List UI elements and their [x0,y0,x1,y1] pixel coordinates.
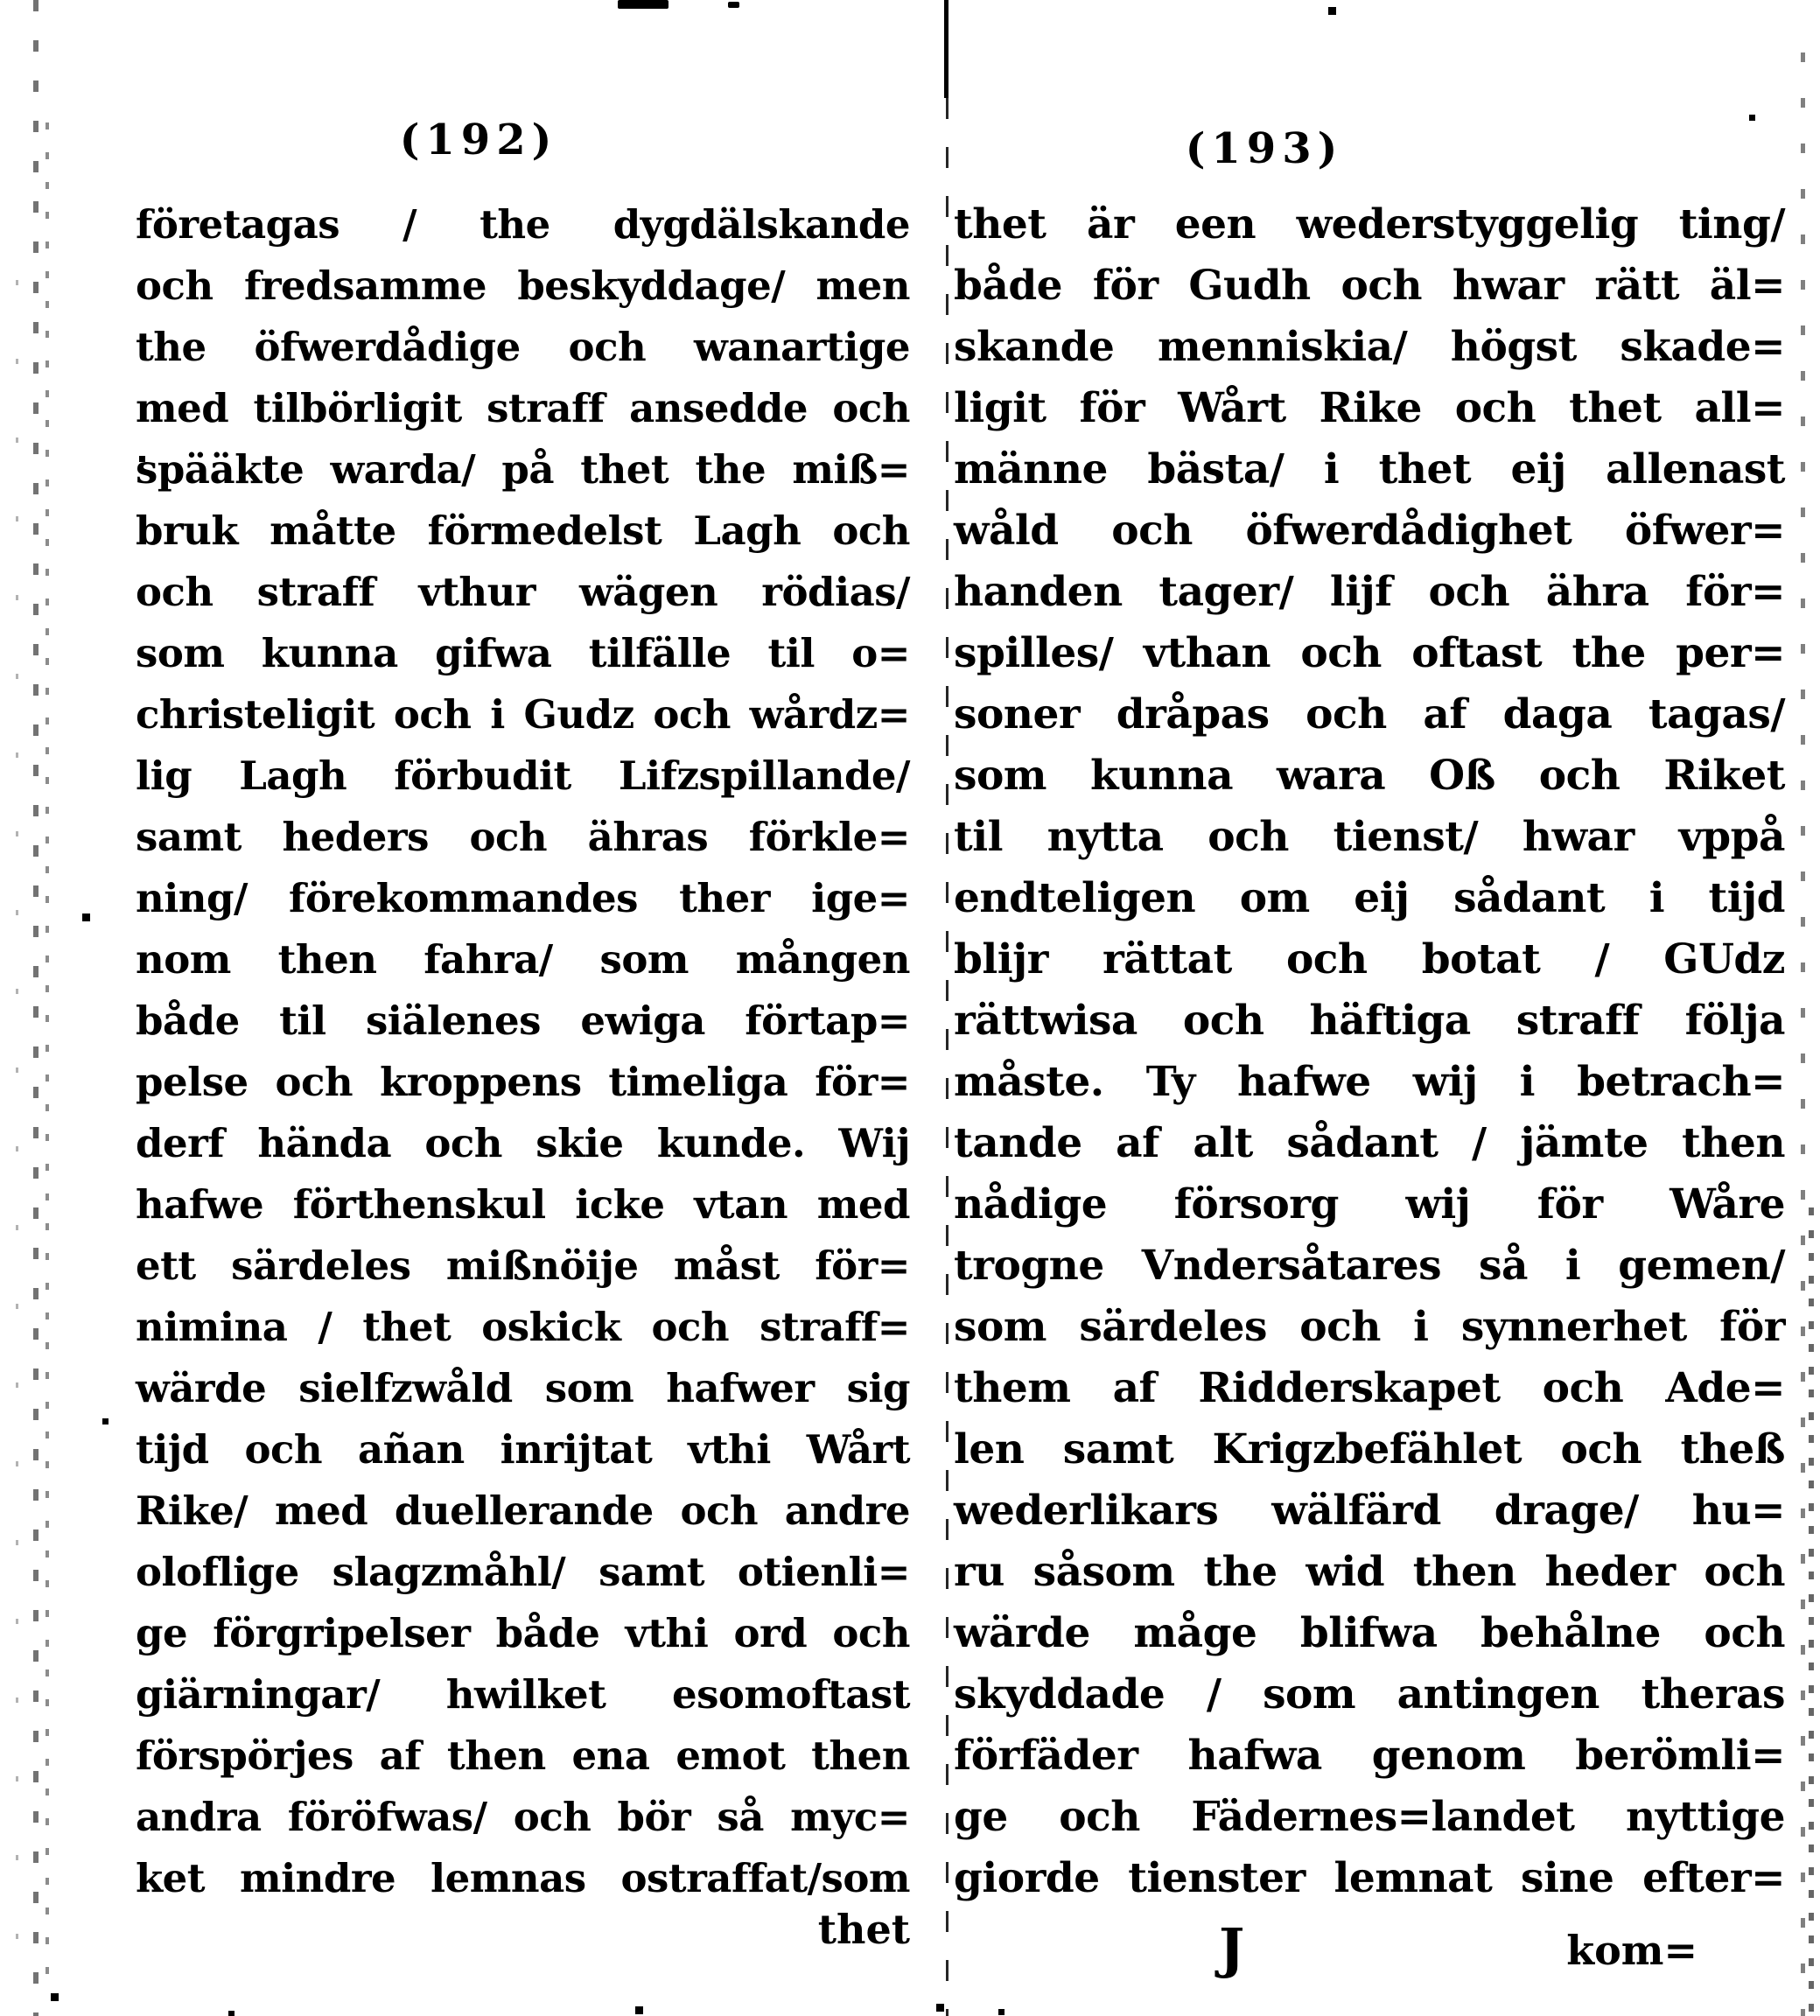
text-column-left [136,194,910,1909]
text-line: pelse och kroppens timeliga för= [136,1059,910,1105]
text-line: förfäder hafwa genom berömli= [954,1732,1785,1780]
text-line: männe bästa/ i thet eij allenast [954,445,1785,494]
text-line: christeligit och i Gudz och wårdz= [136,691,910,738]
text-line: ett särdeles mißnöije måst för= [136,1242,910,1289]
text-line: ket mindre lemnas ostraffat/som [136,1855,910,1901]
text-line: företagas / the dygdälskande [136,201,910,248]
text-column-right [954,194,1785,1909]
text-line: bruk måtte förmedelst Lagh och [136,508,910,554]
text-line: wåld och öfwerdådighet öfwer= [954,507,1785,555]
scan-noise-left-edge-2 [46,122,49,1978]
text-line: them af Ridderskapet och Ade= [954,1364,1785,1412]
text-line: ning/ förekommandes ther ige= [136,875,910,921]
text-line: wärde måge blifwa behålne och [954,1609,1785,1657]
text-line: som kunna gifwa tilfälle til o= [136,630,910,676]
text-line: skyddade / som antingen theras [954,1670,1785,1718]
page-number-right: (193) [1185,124,1344,173]
text-line: rättwisa och häftiga straff följa [954,997,1785,1045]
text-line: hafwe förthenskul icke vtan med [136,1181,910,1228]
text-line: handen tager/ lijf och ähra för= [954,568,1785,616]
text-line: ru såsom the wid then heder och [954,1548,1785,1596]
text-line: ligit för Wårt Rike och thet all= [954,384,1785,432]
text-line: ge förgripelser både vthi ord och [136,1610,910,1656]
text-line: tande af alt sådant / jämte then [954,1119,1785,1167]
text-line: spilles/ vthan och oftast the per= [954,629,1785,677]
text-line: oloflige slagzmåhl/ samt otienli= [136,1549,910,1595]
scan-noise-right-edge [1801,52,1805,2016]
text-line: wärde sielfzwåld som hafwer sig [136,1365,910,1411]
text-line: och fredsamme beskyddage/ men [136,262,910,309]
text-line: wederlikars wälfärd drage/ hu= [954,1487,1785,1535]
text-line: len samt Krigzbefählet och theß [954,1425,1785,1474]
text-line: nådige försorg wij för Wåre [954,1180,1785,1228]
text-line: som särdeles och i synnerhet för [954,1303,1785,1351]
text-line: och straff vthur wägen rödias/ [136,569,910,615]
text-line: nimina / thet oskick och straff= [136,1304,910,1350]
text-line: trogne Vndersåtares så i gemen/ [954,1242,1785,1290]
text-line: med tilbörligit straff ansedde och [136,385,910,431]
text-line: blijr rättat och botat / GUdz [954,935,1785,984]
text-line: nom then fahra/ som mången [136,936,910,983]
gutter-line-solid [944,0,948,98]
text-line: derf hända och skie kunde. Wij [136,1120,910,1166]
gutter-line-dashed [946,98,948,2016]
catchword-right: kom= [1566,1927,1698,1974]
text-line: både för Gudh och hwar rätt äl= [954,262,1785,310]
signature-mark: J [1219,1916,1245,1980]
text-line: soner dråpas och af daga tagas/ [954,690,1785,738]
text-line: både til siälenes ewiga förtap= [136,998,910,1044]
scan-noise-top-mark [618,0,668,9]
scan-noise-specks [0,0,4,4]
text-line: lig Lagh förbudit Lifzspillande/ [136,752,910,799]
scan-noise-left-edge-3 [16,280,18,1942]
text-line: giorde tienster lemnat sine efter= [954,1854,1785,1902]
scan-noise-left-edge [33,0,38,2016]
text-line: måste. Ty hafwe wij i betrach= [954,1058,1785,1106]
text-line: tijd och añan inrijtat vthi Wårt [136,1426,910,1473]
catchword-left: thet [817,1906,910,1953]
text-line: skande menniskia/ högst skade= [954,323,1785,371]
text-line: giärningar/ hwilket esomoftast [136,1671,910,1718]
text-line: förspörjes af then ena emot then [136,1732,910,1779]
scan-noise-top-mark-2 [728,2,739,8]
text-line: spääkte warda/ på thet the miß= [136,446,910,493]
text-line: ge och Fädernes=landet nyttige [954,1793,1785,1841]
page-number-left: (192) [399,116,558,164]
text-line: the öfwerdådige och wanartige [136,324,910,370]
text-line: samt heders och ähras förkle= [136,814,910,860]
text-line: som kunna wara Oß och Riket [954,752,1785,800]
text-line: thet är een wederstyggelig ting/ [954,200,1785,248]
scan-noise-right-edge-2 [1809,1208,1814,2016]
text-line: endteligen om eij sådant i tijd [954,874,1785,922]
text-line: til nytta och tienst/ hwar vppå [954,813,1785,861]
text-line: andra föröfwas/ och bör så myc= [136,1794,910,1840]
text-line: Rike/ med duellerande och andre [136,1488,910,1534]
